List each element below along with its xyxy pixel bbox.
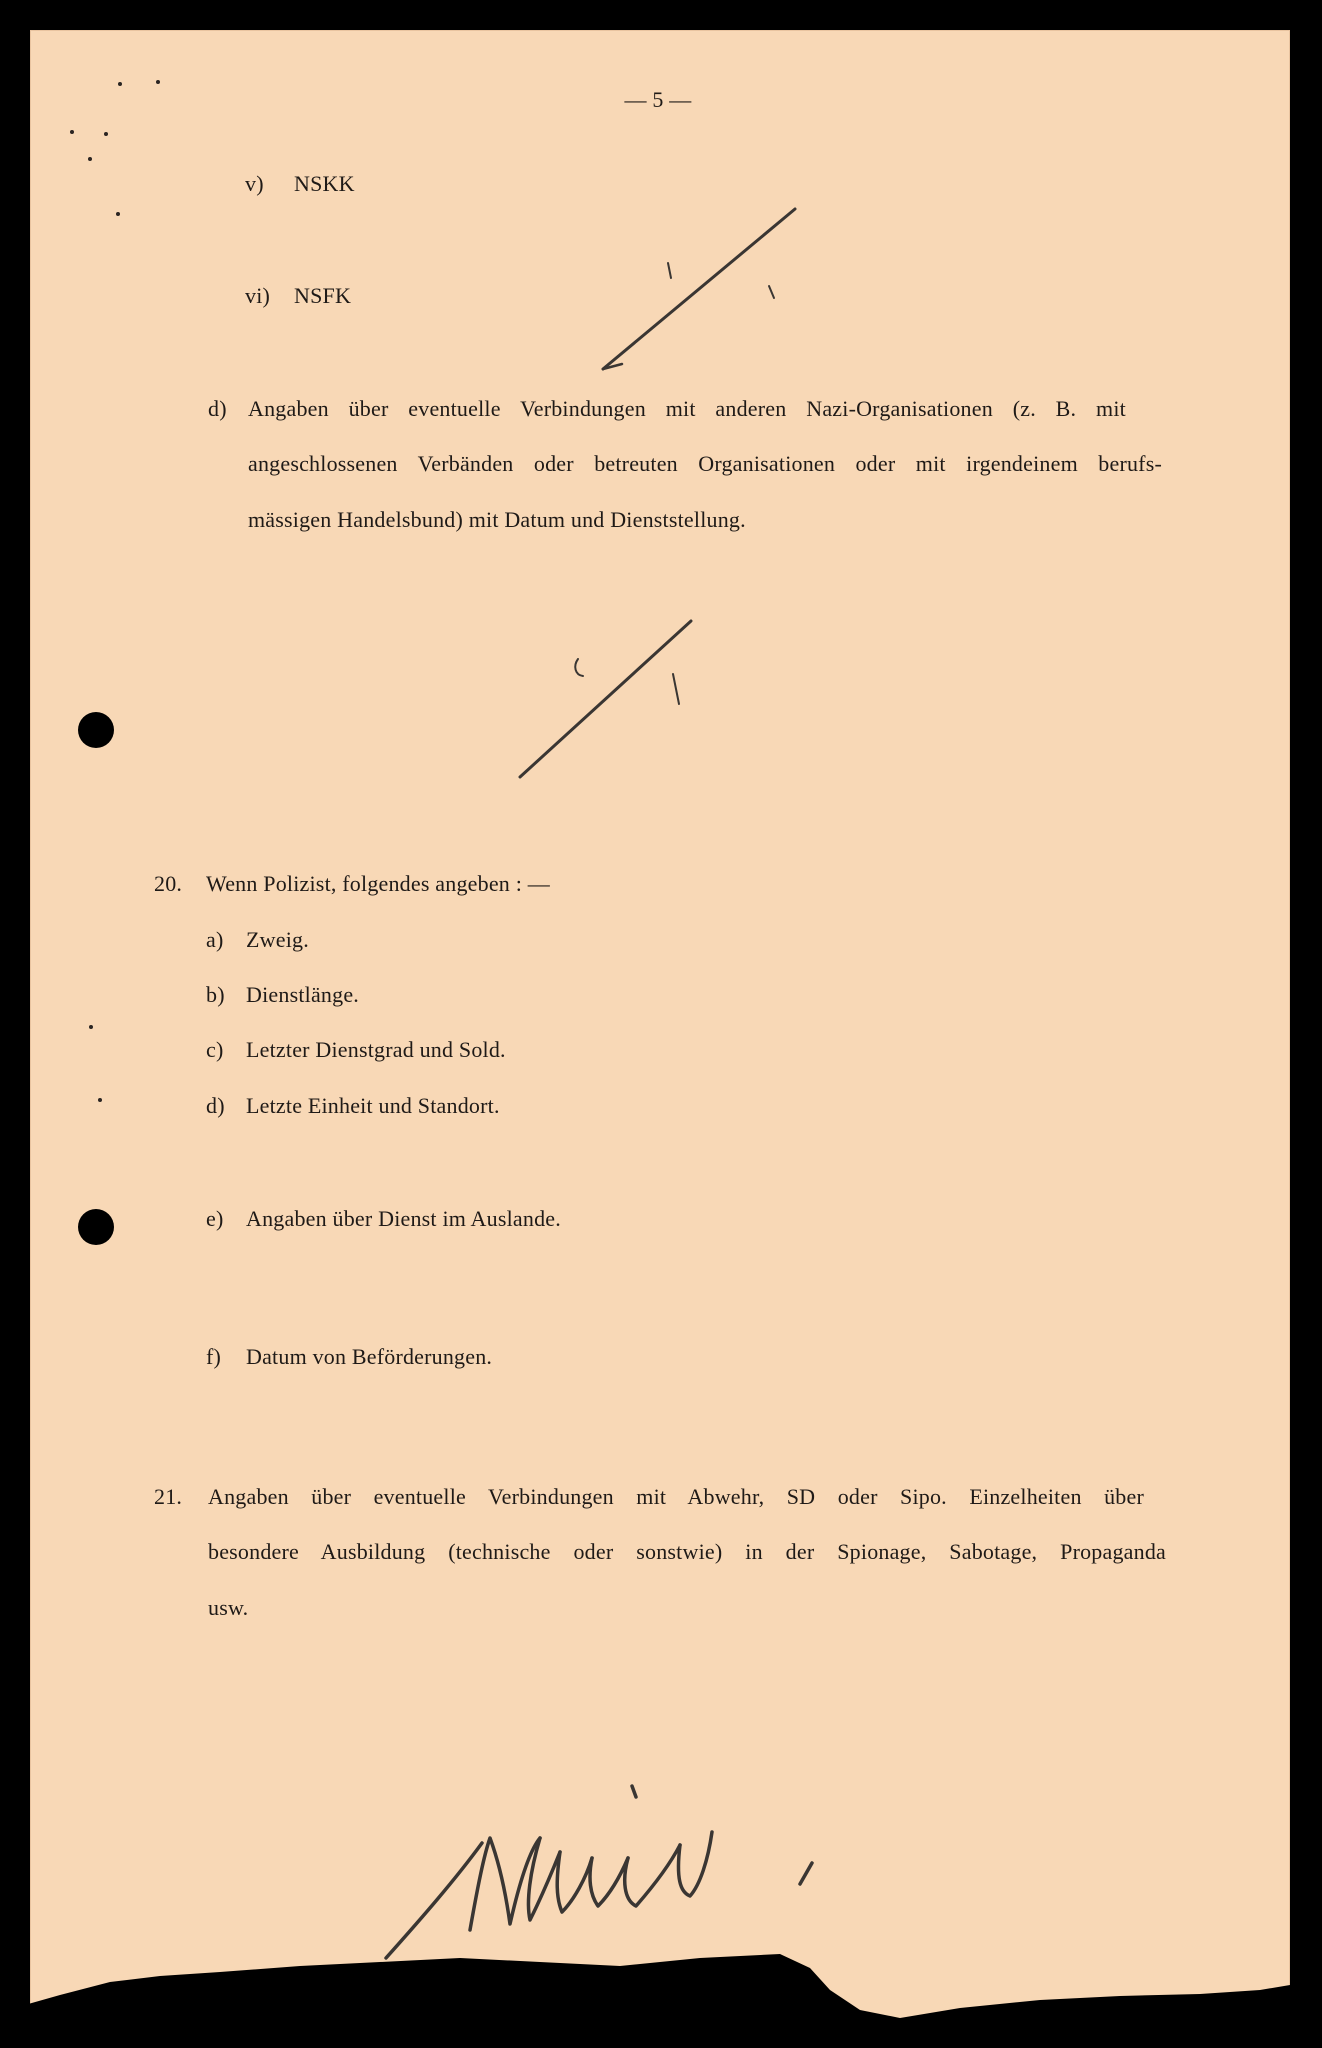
item-vi-marker: vi) (245, 283, 271, 308)
item-d-line-1: Angaben über eventuelle Verbindungen mit anderen Nazi-Organisationen (z. B. mit (248, 396, 1126, 421)
question-20-text: Wenn Polizist, folgendes angeben : — (206, 871, 550, 896)
question-21-line-1: Angaben über eventuelle Verbindungen mit Abwehr, SD oder Sipo. Einzelheiten über (208, 1484, 1144, 1509)
question-21-line-2: besondere Ausbildung (technische oder sonstwie) in der Spionage, Sabotage, Propaganda (208, 1539, 1166, 1564)
q20-sub-e-text: Angaben über Dienst im Auslande. (246, 1206, 561, 1231)
item-d-line-3: mässigen Handelsbund) mit Datum und Dienststellung. (248, 507, 746, 532)
q20-sub-d-marker: d) (206, 1093, 225, 1118)
q20-sub-e-marker: e) (206, 1206, 224, 1231)
question-21-line-3: usw. (208, 1595, 249, 1620)
q20-sub-f-marker: f) (206, 1344, 222, 1369)
q20-sub-f-text: Datum von Beförderungen. (246, 1344, 493, 1369)
q20-sub-d-text: Letzte Einheit und Standort. (246, 1093, 500, 1118)
q20-sub-a-marker: a) (206, 927, 224, 952)
question-21-number: 21. (154, 1484, 183, 1509)
item-vi-label: NSFK (294, 283, 352, 308)
item-v-label: NSKK (294, 171, 355, 196)
q20-sub-a-text: Zweig. (246, 927, 309, 952)
page-number: — 5 — (624, 87, 692, 112)
q20-sub-c-text: Letzter Dienstgrad und Sold. (246, 1037, 506, 1062)
question-20-number: 20. (154, 871, 183, 896)
q20-sub-b-marker: b) (206, 982, 225, 1007)
q20-sub-b-text: Dienstlänge. (246, 982, 359, 1007)
item-d-line-2: angeschlossenen Verbänden oder betreuten Organisationen oder mit irgendeinem berufs- (248, 451, 1162, 476)
q20-sub-c-marker: c) (206, 1037, 224, 1062)
item-v-marker: v) (245, 171, 264, 196)
item-d-marker: d) (208, 396, 227, 421)
